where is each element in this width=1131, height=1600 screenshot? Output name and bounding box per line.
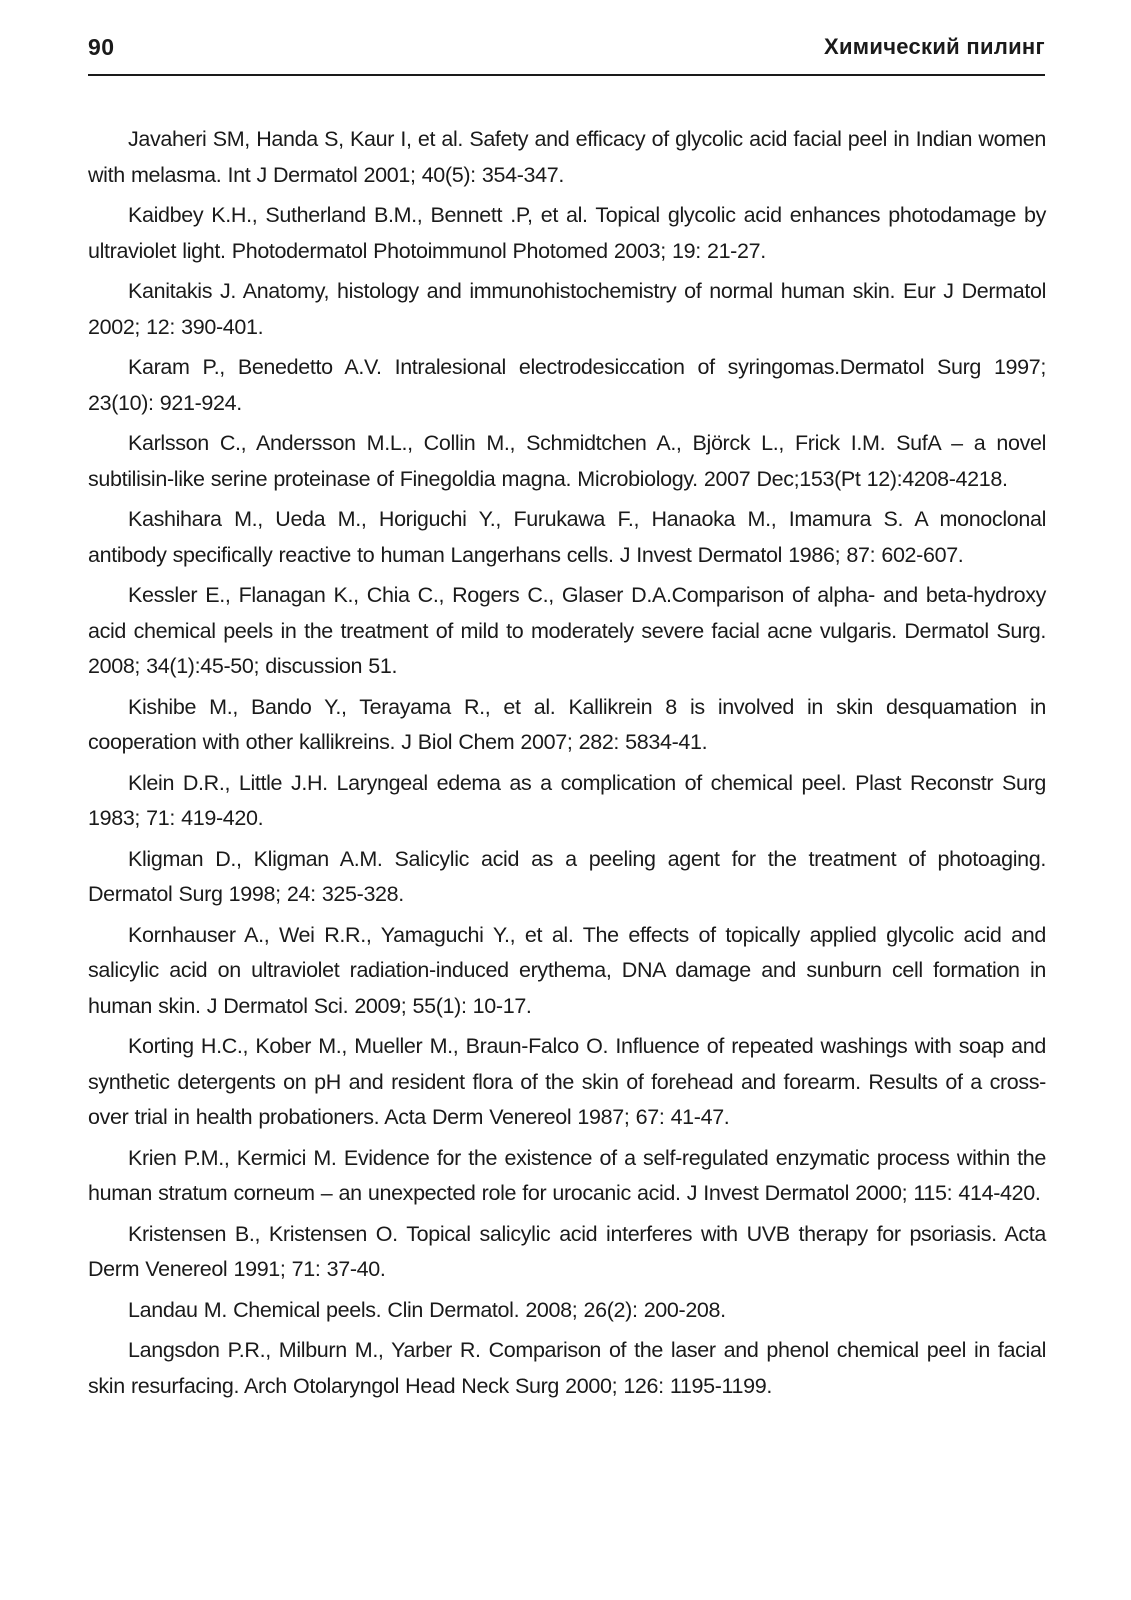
reference-entry: Kornhauser A., Wei R.R., Yamaguchi Y., et al. The effects of topically applied glycolic acid and salicylic acid on ultraviolet radiation-induced erythema, DNA damage and sunburn cell formation in human skin. J Dermatol Sci. 2009; 55(1): 10-17.: [88, 922, 1046, 1018]
page-header: [88, 34, 1045, 74]
header-rule: [88, 74, 1045, 76]
page-number: 90: [88, 34, 115, 60]
reference-entry: Karam P., Benedetto A.V. Intralesional electrodesiccation of syringomas.Dermatol Surg 1997; 23(10): 921-924.: [88, 355, 1046, 415]
reference-entry: Kristensen B., Kristensen O. Topical salicylic acid interferes with UVB therapy for psoriasis. Acta Derm Venereol 1991; 71: 37-40.: [88, 1221, 1046, 1281]
reference-entry: Kashihara M., Ueda M., Horiguchi Y., Furukawa F., Hanaoka M., Imamura S. A monoclonal antibody specifically reactive to human Langerhans cells. J Invest Dermatol 1986; 87: 602-607.: [88, 507, 1046, 567]
reference-entry: Langsdon P.R., Milburn M., Yarber R. Comparison of the laser and phenol chemical peel in facial skin resurfacing. Arch Otolaryngol Head Neck Surg 2000; 126: 1195-1199.: [88, 1338, 1046, 1398]
reference-entry: Kligman D., Kligman A.M. Salicylic acid as a peeling agent for the treatment of photoaging. Dermatol Surg 1998; 24: 325-328.: [88, 846, 1046, 906]
reference-entry: Kanitakis J. Anatomy, histology and immunohistochemistry of normal human skin. Eur J Dermatol 2002; 12: 390-401.: [88, 279, 1046, 339]
reference-entry: Krien P.M., Kermici M. Evidence for the existence of a self-regulated enzymatic process within the human stratum corneum – an unexpected role for urocanic acid. J Invest Dermatol 2000; 115: 414-420.: [88, 1145, 1046, 1205]
reference-entry: Kaidbey K.H., Sutherland B.M., Bennett .P, et al. Topical glycolic acid enhances photodamage by ultraviolet light. Photodermatol Photoimmunol Photomed 2003; 19: 21-27.: [88, 203, 1046, 263]
reference-entry: Karlsson C., Andersson M.L., Collin M., Schmidtchen A., Björck L., Frick I.M. SufA – a novel subtilisin-like serine proteinase of Finegoldia magna. Microbiology. 2007 Dec;153(Pt 12):4208-4218.: [88, 431, 1046, 491]
reference-entry: Kessler E., Flanagan K., Chia C., Rogers C., Glaser D.A.Comparison of alpha- and beta-hydroxy acid chemical peels in the treatment of mild to moderately severe facial acne vulgaris. Dermatol Surg. 2008; 34(1):45-50; discussion 51.: [88, 583, 1046, 678]
reference-entry: Kishibe M., Bando Y., Terayama R., et al. Kallikrein 8 is involved in skin desquamation in cooperation with other kallikreins. J Biol Chem 2007; 282: 5834-41.: [88, 694, 1046, 754]
reference-entry: Korting H.C., Kober M., Mueller M., Braun-Falco O. Influence of repeated washings with soap and synthetic detergents on pH and resident flora of the skin of forehead and forearm. Results of a cross-over trial in health probationers. Acta Derm Venereol 1987; 67: 41-47.: [88, 1034, 1046, 1129]
reference-entry: Javaheri SM, Handa S, Kaur I, et al. Safety and efficacy of glycolic acid facial peel in Indian women with melasma. Int J Dermatol 2001; 40(5): 354-347.: [88, 127, 1046, 187]
reference-list: [88, 122, 1046, 1409]
running-title: Химический пилинг: [824, 34, 1045, 59]
reference-entry: Klein D.R., Little J.H. Laryngeal edema as a complication of chemical peel. Plast Reconstr Surg 1983; 71: 419-420.: [88, 770, 1046, 830]
reference-entry: Landau M. Chemical peels. Clin Dermatol. 2008; 26(2): 200-208.: [128, 1297, 726, 1322]
